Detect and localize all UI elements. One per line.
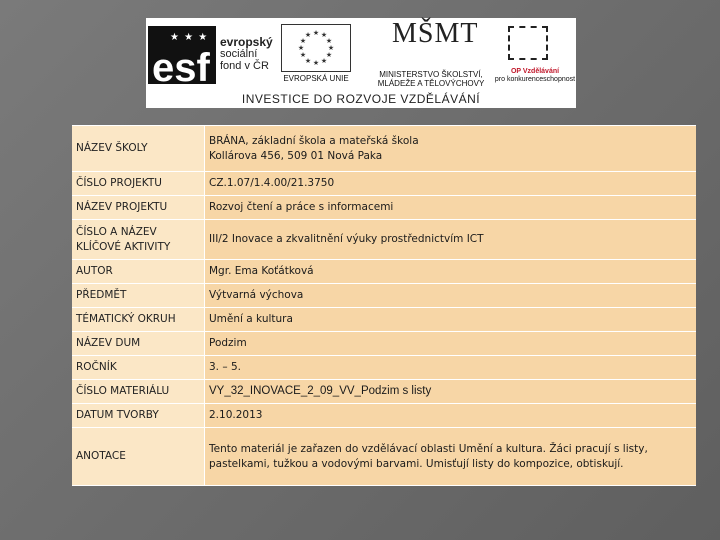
row-value: Tento materiál je zařazen do vzdělávací oblasti Umění a kultura. Žáci pracují s listy, pastelkami, tužkou a vodovými barvami. Umisťují listy do kompozice, obtiskují.	[205, 428, 697, 486]
op-logo	[494, 24, 576, 90]
row-value: Mgr. Ema Koťátková	[205, 260, 697, 284]
msmt-logo-letters: MŠMT	[392, 18, 479, 49]
table-row	[72, 308, 696, 332]
row-value: Podzim	[205, 332, 697, 356]
svg-text:★: ★	[304, 31, 312, 39]
svg-text:★: ★	[304, 57, 312, 65]
esf-line-1: evropský	[220, 35, 273, 49]
row-label: TÉMATICKÝ OKRUH	[72, 308, 205, 332]
svg-text:★: ★	[320, 57, 328, 65]
row-value: Výtvarná výchova	[205, 284, 697, 308]
school-address: Kollárova 456, 509 01 Nová Paka	[209, 149, 383, 162]
row-value: VY_32_INOVACE_2_09_VV_Podzim s listy	[205, 380, 697, 404]
row-label: ROČNÍK	[72, 356, 205, 380]
svg-text:★: ★	[327, 44, 335, 52]
table-row	[72, 172, 696, 196]
svg-text:★: ★	[297, 44, 305, 52]
row-value: Rozvoj čtení a práce s informacemi	[205, 196, 697, 220]
row-label: NÁZEV PROJEKTU	[72, 196, 205, 220]
row-label: ČÍSLO MATERIÁLU	[72, 380, 205, 404]
row-label-line-1: ČÍSLO A NÁZEV	[76, 225, 157, 238]
svg-text:★: ★	[320, 31, 328, 39]
svg-text:★: ★	[312, 59, 320, 67]
table-row	[72, 404, 696, 428]
table-row	[72, 196, 696, 220]
table-row	[72, 332, 696, 356]
msmt-caption	[356, 70, 506, 88]
table-row	[72, 356, 696, 380]
table-row	[72, 126, 696, 172]
svg-text:★: ★	[299, 51, 307, 59]
svg-text:★: ★	[325, 51, 333, 59]
row-value: 2.10.2013	[205, 404, 697, 428]
table-row	[72, 260, 696, 284]
table-row	[72, 428, 696, 486]
op-caption-line-1: OP Vzdělávání	[510, 68, 560, 75]
eu-flag-icon	[281, 24, 351, 72]
row-value: III/2 Inovace a zkvalitnění výuky prostřednictvím ICT	[205, 220, 697, 260]
op-logo-icon	[508, 26, 548, 60]
msmt-caption-line-2: MLÁDEŽE A TĚLOVÝCHOVY	[377, 79, 485, 88]
row-label: ANOTACE	[72, 428, 205, 486]
eu-caption: EVROPSKÁ UNIE	[283, 74, 349, 83]
row-label: NÁZEV DUM	[72, 332, 205, 356]
project-info-table	[72, 125, 696, 486]
row-label: DATUM TVORBY	[72, 404, 205, 428]
op-caption-line-2: pro konkurenceschopnost	[494, 76, 576, 83]
table-row	[72, 380, 696, 404]
svg-text:★: ★	[299, 37, 307, 45]
row-label: AUTOR	[72, 260, 205, 284]
logo-banner	[146, 18, 576, 108]
svg-text:★: ★	[312, 29, 320, 37]
investice-slogan: INVESTICE DO ROZVOJE VZDĚLÁVÁNÍ	[241, 92, 481, 106]
row-label: PŘEDMĚT	[72, 284, 205, 308]
row-label: ČÍSLO PROJEKTU	[72, 172, 205, 196]
table-row	[72, 284, 696, 308]
stars-icon: ★ ★ ★	[170, 32, 209, 43]
msmt-logo	[356, 18, 506, 88]
esf-logo-text	[220, 36, 273, 72]
svg-text:★: ★	[325, 37, 333, 45]
esf-logo-letters: esf	[152, 46, 210, 90]
table-row	[72, 220, 696, 260]
row-value: Umění a kultura	[205, 308, 697, 332]
msmt-caption-line-1: MINISTERSTVO ŠKOLSTVÍ,	[379, 70, 483, 79]
row-label-line-2: KLÍČOVÉ AKTIVITY	[76, 240, 171, 253]
row-label	[72, 220, 205, 260]
esf-logo-background	[148, 26, 216, 90]
row-value: 3. – 5.	[205, 356, 697, 380]
op-caption	[494, 68, 576, 84]
esf-logo	[146, 22, 276, 90]
school-name: BRÁNA, základní škola a mateřská škola	[209, 134, 419, 147]
esf-line-3: fond v ČR	[220, 60, 269, 72]
row-label: NÁZEV ŠKOLY	[72, 126, 205, 172]
esf-line-2: sociální	[220, 48, 258, 60]
eu-logo	[281, 24, 351, 86]
row-value	[205, 126, 697, 172]
row-value: CZ.1.07/1.4.00/21.3750	[205, 172, 697, 196]
